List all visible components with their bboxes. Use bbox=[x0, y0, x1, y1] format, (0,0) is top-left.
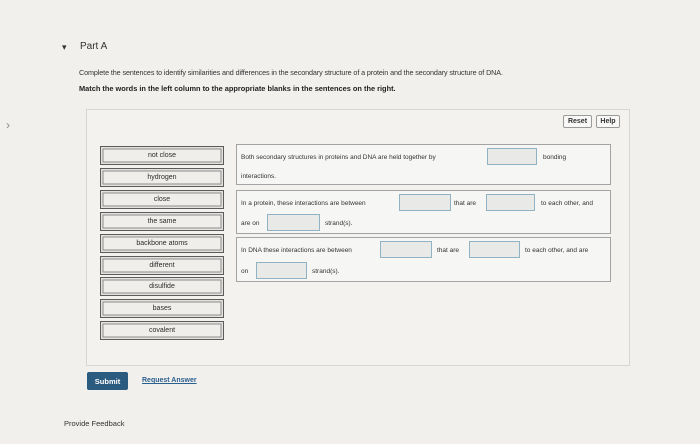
request-answer-link[interactable]: Request Answer bbox=[142, 377, 197, 384]
sentence-3-text-a: In DNA these interactions are between bbox=[241, 247, 352, 254]
word-tile-bases[interactable]: bases bbox=[100, 299, 224, 318]
chevron-right-icon[interactable]: › bbox=[6, 118, 10, 132]
sentence-3-text-e: strand(s). bbox=[312, 268, 340, 275]
word-tile-not-close[interactable]: not close bbox=[100, 146, 224, 165]
instructions-line-2: Match the words in the left column to the appropriate blanks in the sentences on the right. bbox=[79, 84, 396, 93]
word-tile-hydrogen[interactable]: hydrogen bbox=[100, 168, 224, 187]
sentence-2-text-e: strand(s). bbox=[325, 220, 353, 227]
sentence-3-blank-2[interactable] bbox=[469, 241, 520, 258]
sentence-1-blank-1[interactable] bbox=[487, 148, 537, 165]
sentence-2-blank-2[interactable] bbox=[486, 194, 535, 211]
instructions-line-1: Complete the sentences to identify similarities and differences in the secondary structure of a protein and the secondary structure of DNA. bbox=[79, 68, 503, 77]
sentence-2-text-b: that are bbox=[454, 200, 477, 207]
sentence-2-blank-3[interactable] bbox=[267, 214, 320, 231]
sentence-3-text-d: on bbox=[241, 268, 249, 275]
help-button[interactable]: Help bbox=[596, 115, 620, 128]
word-tile-different[interactable]: different bbox=[100, 256, 224, 275]
reset-button[interactable]: Reset bbox=[563, 115, 592, 128]
sentence-3-text-b: that are bbox=[437, 247, 460, 254]
sentence-1-text-b: bonding bbox=[543, 154, 567, 161]
sentence-1 bbox=[236, 144, 611, 185]
sentence-2-text-d: are on bbox=[241, 220, 260, 227]
sentence-2-blank-1[interactable] bbox=[399, 194, 451, 211]
sentence-1-text-a: Both secondary structures in proteins and DNA are held together by bbox=[241, 154, 436, 161]
word-tile-close[interactable]: close bbox=[100, 190, 224, 209]
sentence-3 bbox=[236, 237, 611, 282]
sentence-2-text-c: to each other, and bbox=[541, 200, 594, 207]
provide-feedback-link[interactable]: Provide Feedback bbox=[64, 419, 125, 428]
word-tile-backbone-atoms[interactable]: backbone atoms bbox=[100, 234, 224, 253]
sentence-3-text-c: to each other, and are bbox=[525, 247, 589, 254]
part-title: Part A bbox=[80, 41, 108, 52]
word-tile-covalent[interactable]: covalent bbox=[100, 321, 224, 340]
sentence-3-blank-1[interactable] bbox=[380, 241, 432, 258]
collapse-caret-icon[interactable]: ▾ bbox=[62, 42, 67, 52]
word-tile-the-same[interactable]: the same bbox=[100, 212, 224, 231]
word-tile-disulfide[interactable]: disulfide bbox=[100, 277, 224, 296]
submit-button[interactable]: Submit bbox=[87, 372, 128, 390]
sentence-2-text-a: In a protein, these interactions are between bbox=[241, 200, 366, 207]
sentence-1-text-c: interactions. bbox=[241, 173, 277, 180]
sentence-3-blank-3[interactable] bbox=[256, 262, 307, 279]
sentence-2 bbox=[236, 190, 611, 234]
